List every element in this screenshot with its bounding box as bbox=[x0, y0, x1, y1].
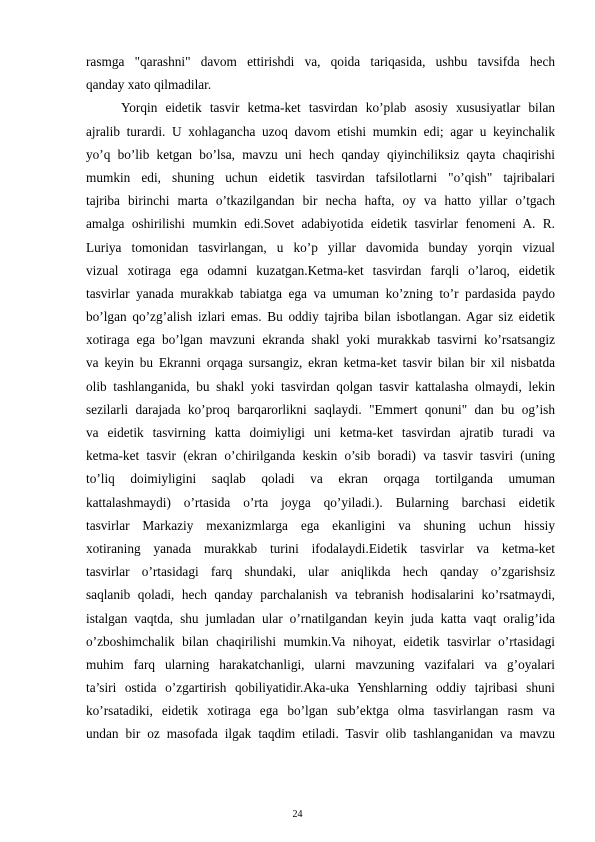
text-line: mumkin edi, shuning uchun eidetik tasvirdan tafsilotlarni "o’qish" tajribalari bbox=[86, 169, 555, 185]
text-line: istalgan vaqtda, shu jumladan ular o’rnatilgandan keyin juda katta vaqt oralig’ida bbox=[86, 610, 555, 626]
text-line: qanday xato qilmadilar. bbox=[86, 77, 212, 93]
text-line: vizual xotiraga ega odamni kuzatgan.Ketma-ket tasvirdan farqli o’laroq, eidetik bbox=[86, 262, 555, 278]
text-line: to’liq doimiyligini saqlab qoladi va ekran orqaga tortilganda umuman bbox=[86, 471, 555, 487]
paragraph-eidetic-images bbox=[86, 96, 555, 745]
text-line: ajralib turardi. U xohlagancha uzoq davom etishi mumkin edi; agar u keyinchalik bbox=[86, 123, 555, 139]
text-line: muhim farq ularning harakatchanligi, ularni mavzuning vazifalari va g’oyalari bbox=[86, 656, 555, 672]
text-line: va keyin bu Ekranni orqaga sursangiz, ekran ketma-ket tasvir bilan bir xil nisbatda bbox=[86, 355, 555, 371]
text-line: Luriya tomonidan tasvirlangan, u ko’p yillar davomida bunday yorqin vizual bbox=[86, 239, 555, 255]
text-line: yo’q bo’lib ketgan bo’lsa, mavzu uni hech qanday qiyinchiliksiz qayta chaqirishi bbox=[86, 146, 555, 162]
text-line: tajriba birinchi marta o’tkazilgandan bir necha hafta, oy va hatto yillar o’tgach bbox=[86, 193, 555, 209]
text-line: tasvirlar o’rtasidagi farq shundaki, ular aniqlikda hech qanday o’zgarishsiz bbox=[86, 564, 555, 580]
text-line: o’zboshimchalik bilan chaqirilishi mumkin.Va nihoyat, eidetik tasvirlar o’rtasidagi bbox=[86, 633, 555, 649]
text-line: sezilarli darajada ko’proq barqarorlikni saqlaydi. "Emmert qonuni" dan bu og’ish bbox=[86, 401, 555, 417]
text-line: amalga oshirilishi mumkin edi.Sovet adabiyotida eidetik tasvirlar fenomeni A. R. bbox=[86, 216, 555, 232]
text-line: ko’rsatadiki, eidetik xotiraga ega bo’lgan sub’ektga olma tasvirlangan rasm va bbox=[86, 703, 555, 719]
text-line: ta’siri ostida o’zgartirish qobiliyatidir.Aka-uka Yenshlarning oddiy tajribasi shuni bbox=[86, 680, 555, 696]
text-line: olib tashlanganida, bu shakl yoki tasvirdan qolgan tasvir kattalasha olmaydi, lekin bbox=[86, 378, 555, 394]
text-line: Yorqin eidetik tasvir ketma-ket tasvirdan ko’plab asosiy xususiyatlar bilan bbox=[121, 100, 555, 116]
text-line: xotiraning yanada murakkab turini ifodalaydi.Eidetik tasvirlar va ketma-ket bbox=[86, 540, 555, 556]
text-line: tasvirlar yanada murakkab tabiatga ega va umuman ko’zning to’r pardasida paydo bbox=[86, 285, 555, 301]
text-line: saqlanib qoladi, hech qanday parchalanish va tebranish hodisalarini ko’rsatmaydi, bbox=[86, 587, 555, 603]
text-line: tasvirlar Markaziy mexanizmlarga ega ekanligini va shuning uchun hissiy bbox=[86, 517, 555, 533]
document-page bbox=[86, 50, 555, 746]
text-line: xotiraga ega bo’lgan mavzuni ekranda shakl yoki murakkab tasvirni ko’rsatsangiz bbox=[86, 332, 555, 348]
text-line: rasmga "qarashni" davom ettirishdi va, qoida tariqasida, ushbu tavsifda hech bbox=[86, 54, 555, 69]
text-line: undan bir oz masofada ilgak taqdim etiladi. Tasvir olib tashlanganidan va mavzu bbox=[86, 726, 555, 742]
text-line: va eidetik tasvirning katta doimiyligi uni ketma-ket tasvirdan ajratib turadi va bbox=[86, 425, 555, 440]
text-line: kattalashmaydi) o’rtasida o’rta joyga qo’yiladi.). Bularning barchasi eidetik bbox=[86, 494, 555, 510]
paragraph-continuation bbox=[86, 50, 555, 96]
text-line: ketma-ket tasvir (ekran o’chirilganda keskin o’sib boradi) va tasvir tasviri (uning bbox=[86, 448, 555, 464]
page-number: 24 bbox=[292, 809, 303, 820]
text-line: bo’lgan qo’zg’alish izlari emas. Bu oddiy tajriba bilan isbotlangan. Agar siz eidetik bbox=[86, 309, 555, 325]
